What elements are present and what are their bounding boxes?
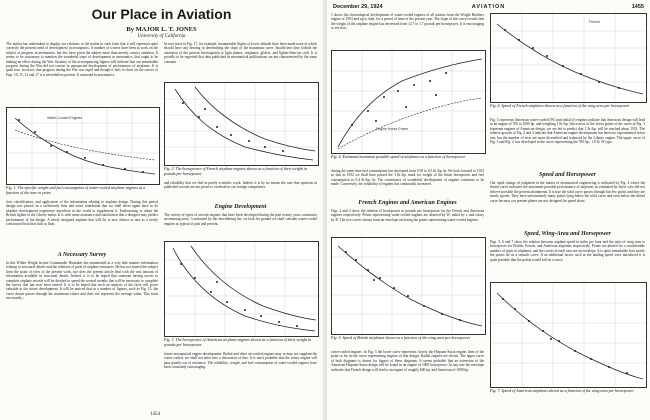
right-page-number: 1455 <box>631 4 644 10</box>
section-heading-engine: Engine Development <box>214 204 267 210</box>
section-heading-french-american: French Engines and American Engines <box>358 200 457 206</box>
reliability-paragraph: and reliability that we find in purely scientific work. Indeed, it is by no means the case that opinions in published records are not prone to overload in our foreign competitors. <box>164 181 317 190</box>
left-page-number: 1454 <box>150 412 160 417</box>
intro-paragraph: The author has undertaken to display our relations to the nation in such form that it will represent quite correctly the present trend of development in aeronautics. A number of writers have been at work on the subject of progress in aeronautics, but few have given the subject more than merely cursory attention. It seems to be customary to mention the wonderful steps of development in aeronautics, that ought to be making an effect during the War. Scrutiny of the accompanying figures will indicate that our remarkable progress during the War did not consist in unexpected development of performance of airplanes. It is quite true, however, that progress during the War was rapid and though it fails to show on the curves of Figs. 10, 11, 12 and 17 it is nevertheless present. It consisted in aeronautics. <box>6 42 158 77</box>
classification-paragraph: tion, classification, and application of the information relating to airplane design. During this period design was placed on a sufficiently firm and exact foundation that we shall never again have to do airplane development experience anywhere in the world to supplement it. Endeavoring to adopt the British fighter to the Liberty motor. It is with some assurance and satisfaction that a designer may predict performance of his design. A newly designed airplane that will fly is now almost as rare as a newly constructed boat that fails to float. <box>6 200 158 227</box>
engine-paragraph: The variety of types of aircraft engines that have been developed during the past twenty years constitutes an amazing array. Confronted by this bewildering list, we look for ground we shall consider water-cooled engines as typical of past and present. <box>164 213 317 226</box>
figure-7-caption: Fig. 7. Speed of American airplanes shown as a function of the wing area per horsepower <box>490 388 634 393</box>
figure-3 <box>164 241 319 337</box>
speed-wing-paragraph: Figs. 5, 6 and 7 show the relation between airplane speed in miles per hour and the ratio of wing area to horsepower for British, French, and American airplanes respectively. Points are plotted for a considerable number of types of airplanes, and the curves in each case are an envelope. It is quite remarkable how nearly the points lie on a smooth curve. If an additional factor, such as the landing speed were introduced it is quite possible that the points would fall on a curve. <box>490 240 645 262</box>
french-american-paragraph: Figs. 2 and 3 show the relation of horsepower to pounds per horsepower for the French and American engines respectively. Points representing water-cooled engines are denoted by W, radial by r, and rotary by R. The two curves shown form an envelope enclosing the points representing water-cooled engines. <box>331 209 484 222</box>
article-affiliation: University of California <box>137 34 186 39</box>
figure-6-caption: Fig. 6. Speed of French airplanes shown as a function of the wing area per horsepower <box>490 103 630 108</box>
survey-paragraph: In this Wilber Wright lecture Commander Hunsaker has enumerated in a very able manner information relating to structural details and the relations of parts of airplane structures. He has not treated the subject from the point of view of the present work, nor does the present article deal with the vast amount of information available in structural details. Indeed, it is to be hoped that someone having access to complete airplane records will be decided to spend the several months that will be necessary to complete the survey that has now been started. It is to be hoped that such an analysis of the facts will prove valuable to the future development. It will be noticed that in a number of figures, such as Fig. 13, the curve drawn passes through the maximum values and does not represent the average value. This most necessarily... <box>6 261 158 301</box>
figure-5 <box>331 237 486 335</box>
col2-intro-paragraph: be true since in Fig. 17, for example, innumerable flights of lower altitude have been made none of which should have any bearing in determining the slope of the maximum curve. Insufficient time forbids the extension of the present investigation to light planes, seaplanes, gliders, and lighter-than-air craft. It is proudly to be regretted that data published in aeronautical publications are not characterized by the same constant. <box>164 42 317 64</box>
section-heading-survey: A Necessary Survey <box>57 252 107 258</box>
figure-6-label: French <box>589 20 600 24</box>
figure-4 <box>331 50 486 154</box>
article-byline: By MAJOR L. T. JONES <box>126 26 197 33</box>
figure-1 <box>6 107 160 185</box>
figure-5-caption: Fig. 5. Speed of British airplanes shown as a function of the wing area per horsepower <box>331 335 471 340</box>
figure-4-label: Engine Horse-Power <box>376 127 409 131</box>
figure-1-caption: Fig. 1. The specific weight and fuel consumption of water-cooled airplane engines as a function of the time in years <box>6 185 146 195</box>
future-engine-paragraph: future aeronautical engine development. Radial and other air-cooled engines may or may not supplant the water-cooled, we shall not enter into a discussion of that. It is most probable that the rotary engine will pass quietly out of existence. The reliability, weight, and fuel consumption of water-cooled engines have been constantly encouraging. <box>164 352 317 370</box>
figure-1-label: Water-Cooled Engines <box>47 116 83 120</box>
figure-7 <box>490 282 647 388</box>
fuel-paragraph: during the same time fuel consumption has decreased from 0.95 to 0.5 lb./hp. hr. We look forward to 1932 so that in 1932 we shall have passed the 1 lb./hp. mark for weight of the thrust horsepower and fuel consumption to 0.4 lb./hp. hr. The consistency of wonderful development of engines continues to be made. Conversely, the reliability of engines has continually increased. <box>331 169 484 187</box>
american-engines-paragraph: Fig. 3 represents American water-cooled (W) and radial (r) engines indicate that American design will lead to an engine of 700 to 1000 hp. and weighing 1 lb./hp. Since most of the lower points of the curve of Fig. 3 represent engines of American design, we are led to predict that 1 lb./hp. will be reached about 1931. The relative growth of Fig. 2 and 3 indicate that American engine development has been too experimental in but one, but the number of tests are more diversified and balanced by the Liberty engine. The upper curve of Fig. 3 and Fig. 2 was developed in the curve representing the 700 hp., 1.8 lb. W type. <box>490 118 645 145</box>
figure-3-caption: Fig. 3. The horsepower of American airplane engines shown as a function of their weight in pounds per horsepower <box>164 337 312 347</box>
hispano-paragraph: water-cooled engines. In Fig. 3 the lower curve represents closely the Hispano-Suiza engine, then of the point so far on the curve representing engines of that design. Radial engines are shown. The upper curve of both diagrams is drawn for figures of these diagrams. It seems probable that an extension of the American Hispano-Suiza design will be found in an engine of 1000 horsepower. At any rate the envelope indicates that French design will lead to an engine of roughly 600 hp. and American of 1000 hp. <box>331 350 484 372</box>
figure-4-caption: Fig. 4. Estimated maximum possible speed of airplanes as a function of horsepower <box>331 154 466 159</box>
journal-name: AVIATION <box>471 4 506 10</box>
chronology-paragraph: 1 shows the chronological development of water-cooled engines of all nations from the Wright Brothers engine of 1903 and up to date, for a period of time of the present year. The slope of the curve reveals that the weight of the airplane engine has decreased from 12.7 to 1.7 pounds per horsepower. It is encouraging to see that... <box>331 13 484 31</box>
section-heading-speed-wing: Speed, Wing-Area and Horsepower <box>523 231 611 237</box>
figure-6 <box>490 13 647 103</box>
section-heading-speed-hp: Speed and Horsepower <box>539 172 596 178</box>
left-page <box>0 0 324 420</box>
figure-2 <box>164 82 319 166</box>
speed-hp-paragraph: Our rapid change of judgment in the matter of aeronautical engineering is indicated by Fig. 4 where the dotted curve indicates the maximum possible performance of airplanes as estimated by those who did not believe possible the present attainments. It is true the solid curve passes through but few points and they are nearly speeds. They have unfortunately many points lying below the solid curve and even below the dotted curve because our present planes are not designed for speed alone. <box>490 181 645 203</box>
right-page <box>327 0 650 420</box>
article-title: Our Place in Aviation <box>91 6 232 22</box>
figure-2-caption: Fig. 2. The horsepower of French airplane engines shown as a function of their weight in pounds per horsepower <box>164 166 308 176</box>
issue-date: December 29, 1924 <box>333 4 383 10</box>
